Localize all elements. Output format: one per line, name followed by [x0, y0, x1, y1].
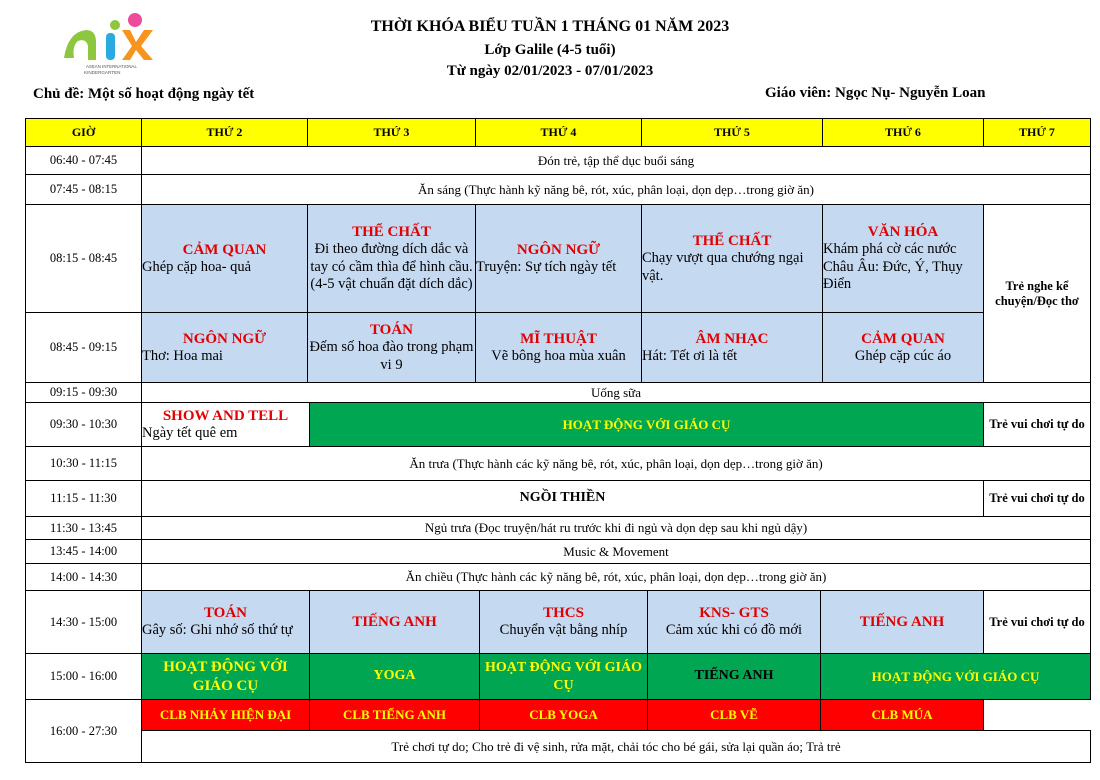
time-cell: 09:30 - 10:30	[25, 402, 142, 447]
activity-sat-morning: Trẻ nghe kể chuyện/Đọc thơ	[983, 204, 1091, 383]
activity-thu-1500	[647, 653, 821, 700]
subject-label: ÂM NHẠC	[695, 330, 769, 347]
activity-desc: Hát: Tết ơi là tết	[642, 347, 738, 364]
row-meditation: NGỒI THIỀN	[141, 480, 984, 517]
subject-label: MĨ THUẬT	[520, 330, 597, 347]
subject-label: VĂN HÓA	[867, 224, 939, 241]
col-header-wed: THỨ 4	[475, 118, 642, 147]
club-thu	[647, 699, 821, 731]
col-header-tue: THỨ 3	[307, 118, 476, 147]
activity-desc: Truyện: Sự tích ngày tết	[476, 258, 617, 275]
activity-desc: Đếm số hoa đào trong phạm vi 9	[309, 339, 474, 373]
topic: Chủ đề: Một số hoạt động ngày tết	[33, 86, 255, 102]
subject-label: TIẾNG ANH	[859, 614, 945, 630]
club-tue	[309, 699, 480, 731]
row-snack: Ăn chiều (Thực hành các kỹ năng bê, rót, xúc, phân loại, dọn dẹp…trong giờ ăn)	[141, 563, 1091, 591]
activity-thu-0845	[641, 312, 823, 383]
row-pickup: Trẻ chơi tự do; Cho trẻ đi vệ sinh, rửa mặt, chải tóc cho bé gái, sửa lại quần áo; Trả trẻ	[141, 730, 1091, 763]
time-cell: 06:40 - 07:45	[25, 146, 142, 175]
activity-mon-0845	[141, 312, 308, 383]
activity-desc: Ghép cặp cúc áo	[854, 347, 952, 364]
time-cell: 11:30 - 13:45	[25, 516, 142, 540]
subject-label: NGÔN NGỮ	[516, 241, 601, 258]
activity-tue-0845	[307, 312, 476, 383]
activity-desc: Thơ: Hoa mai	[142, 347, 223, 364]
row-nap: Ngủ trưa (Đọc truyện/hát ru trước khi đi ngủ và dọn dẹp sau khi ngủ dậy)	[141, 516, 1091, 540]
activity-desc: Ngày tết quê em	[142, 424, 238, 441]
activity-label: HOẠT ĐỘNG VỚI GIÁO CỤ	[562, 416, 731, 432]
subject-label: THCS	[543, 605, 584, 622]
time-cell: 09:15 - 09:30	[25, 382, 142, 403]
club-mon	[141, 699, 310, 731]
activity-fri-0845	[822, 312, 984, 383]
activity-wed-0815	[475, 204, 642, 313]
time-cell: 14:00 - 14:30	[25, 563, 142, 591]
date-range: Từ ngày 02/01/2023 - 07/01/2023	[446, 63, 654, 79]
activity-label: TIẾNG ANH	[694, 668, 774, 684]
activity-tue-1500	[309, 653, 480, 700]
col-header-fri: THỨ 6	[822, 118, 984, 147]
time-cell: 08:15 - 08:45	[25, 204, 142, 313]
activity-label: HOẠT ĐỘNG VỚI GIÁO CỤ	[484, 660, 642, 693]
activity-label: HOẠT ĐỘNG VỚI GIÁO CỤ	[871, 668, 1040, 684]
activity-desc: Đi theo đường dích dắc và tay có cầm thìa để hình cầu.(4-5 vật chuẩn đặt dích dắc)	[310, 241, 473, 293]
activity-desc: Khám phá cờ các nước Châu Âu: Đức, Ý, Thụy Điển	[823, 241, 963, 293]
time-cell: 08:45 - 09:15	[25, 312, 142, 383]
club-fri	[820, 699, 984, 731]
subject-label: NGÔN NGỮ	[182, 330, 267, 347]
activity-desc: Chuyển vật bằng nhíp	[499, 622, 628, 639]
activity-desc: Vẽ bông hoa mùa xuân	[491, 347, 626, 364]
subject-label: KNS- GTS	[699, 605, 769, 622]
activity-thu-0815	[641, 204, 823, 313]
time-cell: 10:30 - 11:15	[25, 446, 142, 481]
activity-fri-0815	[822, 204, 984, 313]
activity-fri-sat-1500	[820, 653, 1091, 700]
time-cell: 13:45 - 14:00	[25, 539, 142, 564]
row-reception: Đón trẻ, tập thể dục buổi sáng	[141, 146, 1091, 175]
activity-desc: Chạy vượt qua chướng ngại vật.	[642, 250, 804, 284]
club-wed	[479, 699, 648, 731]
activity-sat-1430: Trẻ vui chơi tự do	[983, 590, 1091, 654]
schedule-title: THỜI KHÓA BIỂU TUẦN 1 THÁNG 01 NĂM 2023	[370, 18, 730, 35]
activity-label: YOGA	[373, 668, 416, 684]
activity-mon-0815	[141, 204, 308, 313]
col-header-mon: THỨ 2	[141, 118, 308, 147]
subject-label: TOÁN	[369, 322, 414, 339]
activity-desc: Cảm xúc khi có đồ mới	[665, 622, 803, 639]
time-cell: 15:00 - 16:00	[25, 653, 142, 700]
activity-mon-1430	[141, 590, 310, 654]
club-sat-empty	[983, 699, 1091, 731]
activity-sat-1115: Trẻ vui chơi tự do	[983, 480, 1091, 517]
row-milk: Uống sữa	[141, 382, 1091, 403]
time-cell: 16:00 - 27:30	[25, 699, 142, 763]
activity-desc: Ghép cặp hoa- quả	[142, 258, 252, 275]
club-label: CLB VẼ	[710, 707, 758, 723]
col-header-thu: THỨ 5	[641, 118, 823, 147]
activity-mon-0930	[141, 402, 310, 447]
row-lunch: Ăn trưa (Thực hành các kỹ năng bê, rót, xúc, phân loại, dọn dẹp…trong giờ ăn)	[141, 446, 1091, 481]
time-cell: 14:30 - 15:00	[25, 590, 142, 654]
time-cell: 07:45 - 08:15	[25, 174, 142, 205]
activity-tue-1430	[309, 590, 480, 654]
club-label: CLB TIẾNG ANH	[342, 707, 447, 723]
class-line: Lớp Galile (4-5 tuổi)	[484, 42, 616, 58]
activity-materials-0930	[309, 402, 984, 447]
activity-label: HOẠT ĐỘNG VỚI GIÁO CỤ	[163, 658, 288, 694]
row-music: Music & Movement	[141, 539, 1091, 564]
activity-desc: Gây số: Ghi nhớ số thứ tự	[142, 622, 293, 639]
time-cell: 11:15 - 11:30	[25, 480, 142, 517]
activity-wed-0845	[475, 312, 642, 383]
subject-label: THỂ CHẤT	[692, 233, 772, 250]
activity-mon-1500	[141, 653, 310, 700]
subject-label: CẢM QUAN	[861, 330, 945, 347]
club-label: CLB YOGA	[529, 707, 598, 723]
activity-sat-0930: Trẻ vui chơi tự do	[983, 402, 1091, 447]
subject-label: SHOW AND TELL	[162, 407, 289, 424]
subject-label: THỂ CHẤT	[352, 224, 431, 241]
club-label: CLB NHẢY HIỆN ĐẠI	[159, 707, 292, 723]
activity-wed-1430	[479, 590, 648, 654]
club-label: CLB MÚA	[871, 707, 933, 723]
activity-thu-1430	[647, 590, 821, 654]
col-header-sat: THỨ 7	[983, 118, 1091, 147]
col-header-time: GIỜ	[25, 118, 142, 147]
activity-wed-1500	[479, 653, 648, 700]
activity-fri-1430	[820, 590, 984, 654]
svg-text:KINDERGARTEN: KINDERGARTEN	[84, 70, 121, 75]
subject-label: TIẾNG ANH	[352, 614, 437, 630]
logo-subtitle: ASEAN INTERNATIONAL	[86, 64, 137, 69]
subject-label: TOÁN	[203, 605, 248, 622]
subject-label: CẢM QUAN	[182, 241, 267, 258]
activity-tue-0815	[307, 204, 476, 313]
teacher: Giáo viên: Ngọc Nụ- Nguyễn Loan	[765, 85, 986, 101]
row-breakfast: Ăn sáng (Thực hành kỹ năng bê, rót, xúc, phân loại, dọn dẹp…trong giờ ăn)	[141, 174, 1091, 205]
